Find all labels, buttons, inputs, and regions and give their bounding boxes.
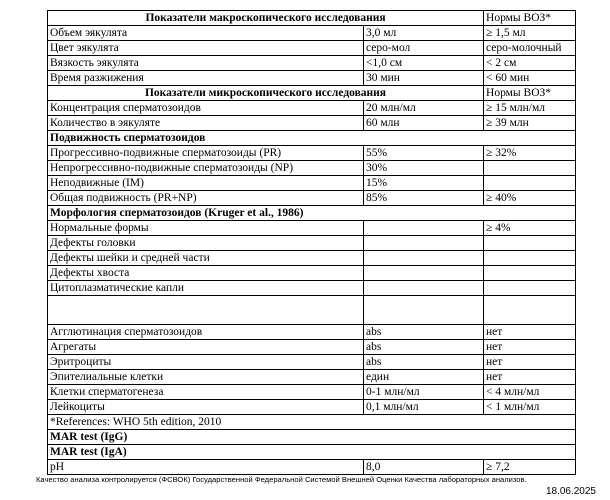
row-norm	[484, 266, 576, 281]
row-norm: нет	[484, 340, 576, 355]
table-row	[48, 71, 576, 86]
ph-value: 8,0	[364, 460, 484, 475]
row-value: един	[364, 370, 484, 385]
row-value: 15%	[364, 176, 484, 191]
reference-note: *References: WHO 5th edition, 2010	[48, 415, 576, 430]
row-name: Клетки сперматогенеза	[48, 385, 364, 400]
row-name: Эритроциты	[48, 355, 364, 370]
row-norm: нет	[484, 325, 576, 340]
micro-title: Показатели микроскопического исследования	[48, 86, 484, 101]
row-norm: ≥ 32%	[484, 146, 576, 161]
row-name: Общая подвижность (PR+NP)	[48, 191, 364, 206]
row-norm	[484, 236, 576, 251]
micro-norms-header: Нормы ВОЗ*	[484, 86, 576, 101]
row-name: Вязкость эякулята	[48, 56, 364, 71]
table-row	[48, 281, 576, 296]
row-value	[364, 251, 484, 266]
row-name: Агрегаты	[48, 340, 364, 355]
row-norm: < 60 мин	[484, 71, 576, 86]
macro-norms-header: Нормы ВОЗ*	[484, 11, 576, 26]
row-norm	[484, 251, 576, 266]
report-date: 18.06.2025	[545, 486, 596, 497]
row-value: 85%	[364, 191, 484, 206]
row-name: Концентрация сперматозоидов	[48, 101, 364, 116]
row-value: 0,1 млн/мл	[364, 400, 484, 415]
row-name: Дефекты головки	[48, 236, 364, 251]
row-value	[364, 281, 484, 296]
row-value	[364, 236, 484, 251]
row-norm: ≥ 1,5 мл	[484, 26, 576, 41]
mar-iga-row	[48, 445, 576, 460]
row-value: серо-мол	[364, 41, 484, 56]
row-value: abs	[364, 355, 484, 370]
table-row	[48, 370, 576, 385]
table-row	[48, 251, 576, 266]
row-value: 30 мин	[364, 71, 484, 86]
micro-header-row	[48, 86, 576, 101]
mar-iga-title: MAR test (IgA)	[48, 445, 576, 460]
row-norm: ≥ 39 млн	[484, 116, 576, 131]
spacer-row	[48, 296, 576, 325]
row-norm: < 2 см	[484, 56, 576, 71]
reference-row	[48, 415, 576, 430]
row-norm: ≥ 4%	[484, 221, 576, 236]
table-row	[48, 101, 576, 116]
table-row	[48, 26, 576, 41]
table-row	[48, 400, 576, 415]
row-value: abs	[364, 325, 484, 340]
table-row	[48, 161, 576, 176]
table-row	[48, 385, 576, 400]
row-name: Время разжижения	[48, 71, 364, 86]
row-value: 60 млн	[364, 116, 484, 131]
row-name: Лейкоциты	[48, 400, 364, 415]
row-norm	[484, 161, 576, 176]
row-name: Прогрессивно-подвижные сперматозоиды (PR)	[48, 146, 364, 161]
row-value	[364, 221, 484, 236]
row-norm	[484, 281, 576, 296]
morphology-header-row	[48, 206, 576, 221]
table-row	[48, 146, 576, 161]
motility-title: Подвижность сперматозоидов	[48, 131, 576, 146]
row-value: 20 млн/мл	[364, 101, 484, 116]
row-norm: ≥ 15 млн/мл	[484, 101, 576, 116]
table-row	[48, 236, 576, 251]
table-row	[48, 191, 576, 206]
row-name: Эпителиальные клетки	[48, 370, 364, 385]
row-norm: серо-молочный	[484, 41, 576, 56]
row-norm: нет	[484, 355, 576, 370]
table-row	[48, 56, 576, 71]
table-row	[48, 355, 576, 370]
row-name: Цитоплазматические капли	[48, 281, 364, 296]
row-value: 3,0 мл	[364, 26, 484, 41]
row-value: 0-1 млн/мл	[364, 385, 484, 400]
row-value: 30%	[364, 161, 484, 176]
macro-header-row	[48, 11, 576, 26]
row-value: <1,0 см	[364, 56, 484, 71]
row-name: Дефекты хвоста	[48, 266, 364, 281]
mar-igg-row	[48, 430, 576, 445]
row-value: abs	[364, 340, 484, 355]
ph-row	[48, 460, 576, 475]
row-name: Дефекты шейки и средней части	[48, 251, 364, 266]
row-name: Агглютинация сперматозоидов	[48, 325, 364, 340]
table-row	[48, 325, 576, 340]
mar-igg-title: MAR test (IgG)	[48, 430, 576, 445]
table-row	[48, 41, 576, 56]
row-name: Неподвижные (IM)	[48, 176, 364, 191]
ph-name: pH	[48, 460, 364, 475]
ph-norm: ≥ 7,2	[484, 460, 576, 475]
row-name: Непрогрессивно-подвижные сперматозоиды (NP)	[48, 161, 364, 176]
row-norm: нет	[484, 370, 576, 385]
row-norm	[484, 176, 576, 191]
row-norm: ≥ 40%	[484, 191, 576, 206]
table-row	[48, 266, 576, 281]
morphology-title: Морфология сперматозоидов (Kruger et al., 1986)	[48, 206, 576, 221]
row-norm: < 4 млн/мл	[484, 385, 576, 400]
table-row	[48, 340, 576, 355]
row-name: Количество в эякуляте	[48, 116, 364, 131]
row-name: Цвет эякулята	[48, 41, 364, 56]
row-norm: < 1 млн/мл	[484, 400, 576, 415]
row-value: 55%	[364, 146, 484, 161]
row-value	[364, 266, 484, 281]
semen-analysis-table	[47, 10, 576, 475]
motility-header-row	[48, 131, 576, 146]
macro-title: Показатели макроскопического исследования	[48, 11, 484, 26]
row-name: Объем эякулята	[48, 26, 364, 41]
quality-control-footer: Качество анализа контролируется (ФСВОК) Государственной Федеральной Системой Внешней Оценки Качества лабораторных анализов.	[36, 475, 527, 484]
table-row	[48, 116, 576, 131]
row-name: Нормальные формы	[48, 221, 364, 236]
table-row	[48, 176, 576, 191]
table-row	[48, 221, 576, 236]
